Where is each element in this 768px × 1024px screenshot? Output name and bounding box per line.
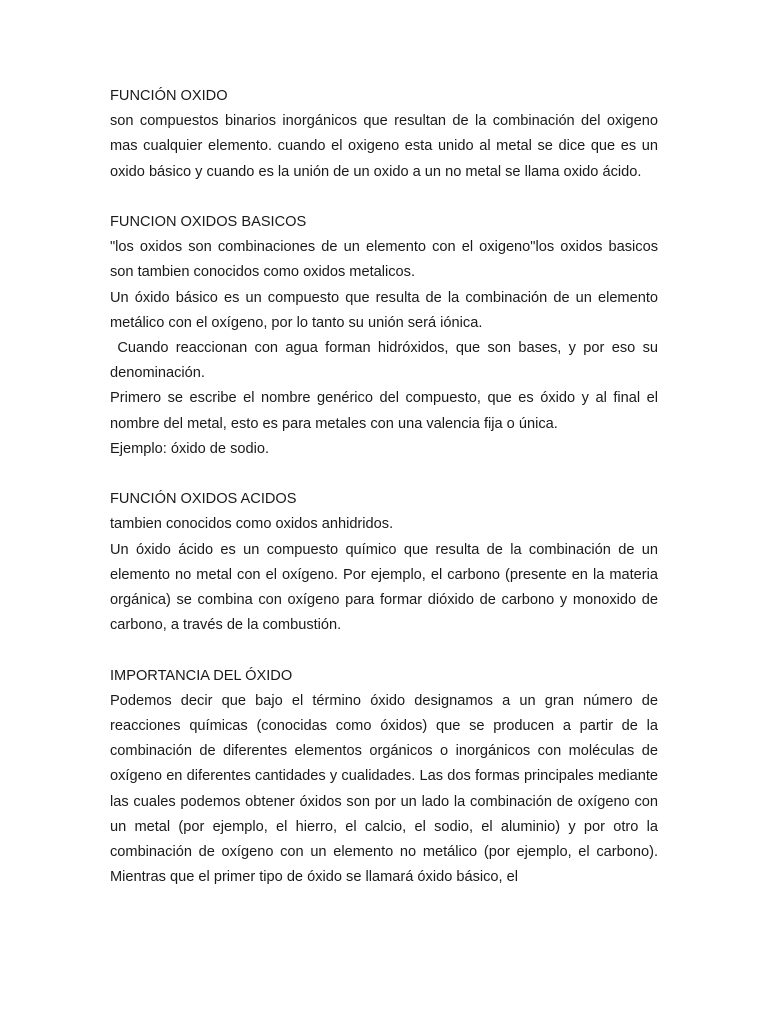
- section-funcion-oxido: [110, 84, 658, 185]
- paragraph: Cuando reaccionan con agua forman hidróxidos, que son bases, y por eso su denominación.: [110, 340, 663, 382]
- section-heading: FUNCIÓN OXIDOS ACIDOS: [110, 491, 297, 508]
- section-heading: FUNCION OXIDOS BASICOS: [110, 214, 307, 230]
- paragraph: Ejemplo: óxido de sodio.: [110, 440, 270, 457]
- paragraph: Un óxido ácido es un compuesto químico que resulta de la combinación de un elemento no metal con el oxígeno. Por ejemplo, el carbono (presente en la materia orgánica) se combina con oxígeno para formar dióxido de carbono y monoxido de carbono, a través de la combustión.: [110, 541, 658, 634]
- paragraph: Un óxido básico es un compuesto que resulta de la combinación de un elemento metálico con el oxígeno, por lo tanto su unión será iónica.: [110, 289, 658, 331]
- section-oxidos-basicos: [110, 210, 663, 462]
- paragraph: Podemos decir que bajo el término óxido designamos a un gran número de reacciones químicas (conocidas como óxidos) que se producen a partir de la combinación de diferentes elementos orgánicos o inorgánicos con moléculas de oxígeno en diferentes cantidades y cualidades. Las dos formas principales mediante las cuales podemos obtener óxidos son por un lado la combinación de oxígeno con un metal (por ejemplo, el hierro, el calcio, el sodio, el aluminio) y por otro la combinación de oxígeno con un elemento no metálico (por ejemplo, el carbono). Mientras que el primer tipo de óxido se llamará óxido básico, el: [110, 692, 658, 886]
- paragraph: son compuestos binarios inorgánicos que resultan de la combinación del oxigeno mas cualquier elemento. cuando el oxigeno esta unido al metal se dice que es un oxido básico y cuando es la unión de un oxido a un no metal se llama oxido ácido.: [110, 113, 658, 180]
- paragraph: tambien conocidos como oxidos anhidridos.: [110, 516, 394, 533]
- section-importancia-del-oxido: [110, 664, 658, 891]
- document-page: [110, 84, 663, 890]
- paragraph: "los oxidos son combinaciones de un elemento con el oxigeno"los oxidos basicos son tambien conocidos como oxidos metalicos.: [110, 239, 658, 281]
- section-heading: FUNCIÓN OXIDO: [110, 88, 228, 104]
- paragraph: Primero se escribe el nombre genérico del compuesto, que es óxido y al final el nombre del metal, esto es para metales con una valencia fija o única.: [110, 390, 658, 432]
- section-heading: IMPORTANCIA DEL ÓXIDO: [110, 667, 293, 684]
- section-oxidos-acidos: [110, 487, 658, 638]
